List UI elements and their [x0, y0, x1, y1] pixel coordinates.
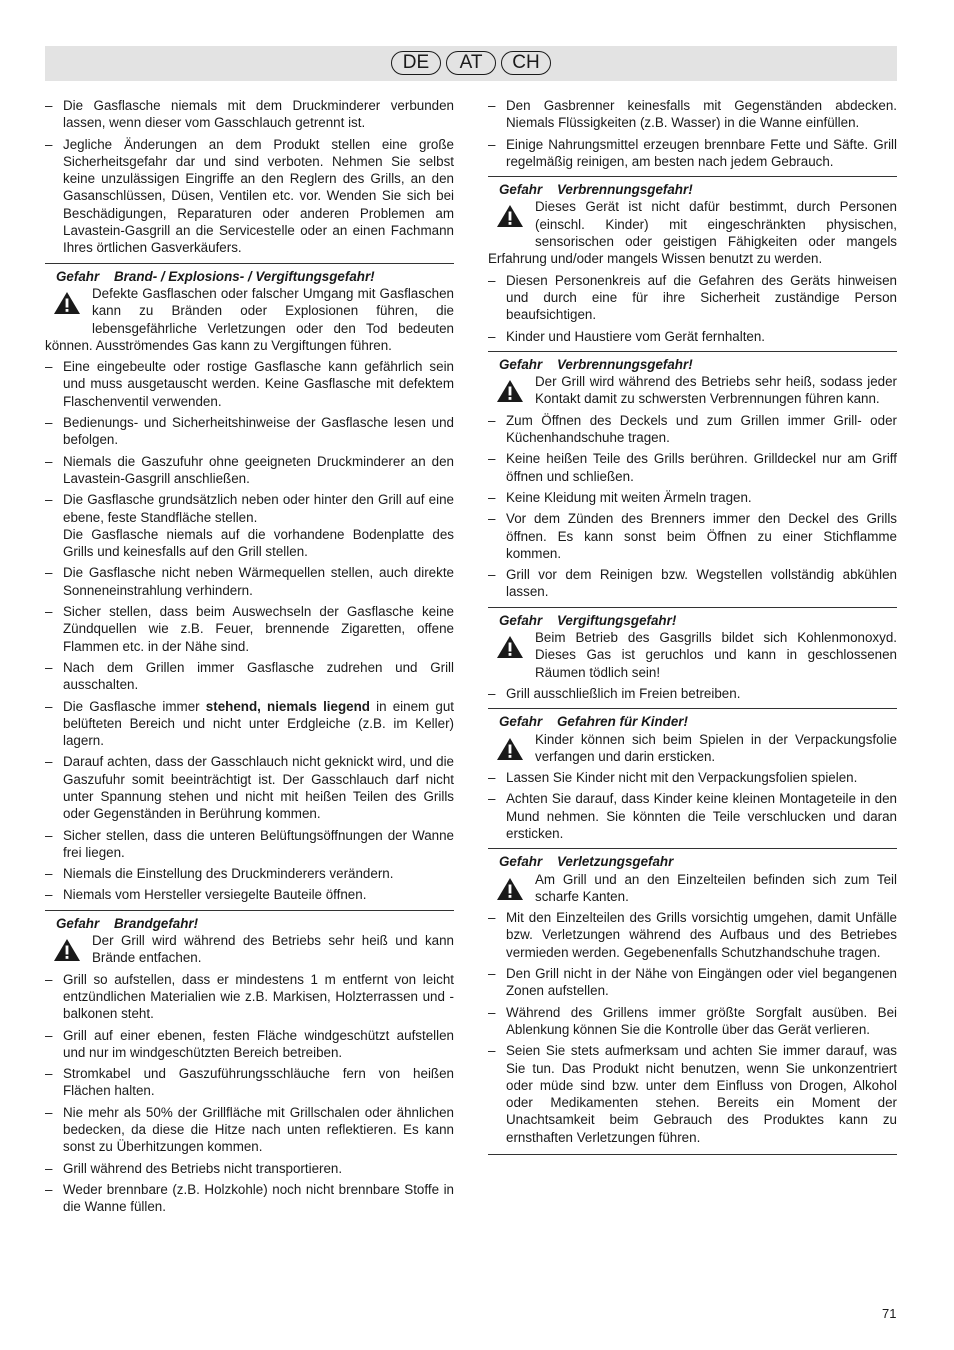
list-item: – Grill ausschließlich im Freien betreiben. — [488, 685, 741, 701]
warning-triangle-icon — [488, 871, 532, 907]
warning-triangle-icon — [488, 198, 532, 234]
warning-triangle-icon — [488, 373, 532, 409]
list-item: – Nie mehr als 50% der Grillfläche mit Grillschalen oder ähnlichen bedecken, da diese die Hitze nach unten reflektieren. Es kann sonst zu Überhitzungen kommen. — [45, 1104, 454, 1155]
warning-block-injury: Gefahr Verletzungsgefahr Am Grill und an den Einzelteilen befinden sich zum Teil scharfe Kanten. — [488, 848, 897, 905]
list-item: – Kinder und Haustiere vom Gerät fernhalten. — [488, 328, 766, 344]
list-item: – Bedienungs- und Sicherheitshinweise der Gasflasche lesen und befolgen. — [45, 415, 454, 448]
warning-block-burn-heat: Gefahr Verbrennungsgefahr! Der Grill wird während des Betriebs sehr heiß, sodass jeder Kontakt damit zu schwersten Verbrennungen führen kann. — [488, 351, 897, 408]
list-item: – Diesen Personenkreis auf die Gefahren des Geräts hinweisen und durch eine für ihre Sicherheit zuständige Person beaufsichtigen. — [488, 272, 897, 323]
list-item: – Die Gasflasche grundsätzlich neben oder hinter den Grill auf eine ebene, feste Standfläche stellen. — [45, 492, 454, 525]
list-item: – Den Grill nicht in der Nähe von Eingängen oder viel begangenen Zonen aufstellen. — [488, 966, 897, 999]
warning-block-explosion: Gefahr Brand- / Explosions- / Vergiftungsgefahr! Defekte Gasflaschen oder falscher Umgang mit Gasflaschen kann zu Bränden oder Explosionen führen, die lebensgefährliche Verletzungen oder den Tod bedeuten können. Ausströmendes Gas kann zu Vergiftungen führen. — [45, 263, 454, 354]
list-item: – Seien Sie stets aufmerksam und achten Sie immer darauf, was Sie tun. Das Produkt nicht benutzen, wenn Sie unkonzentriert oder müde sind bzw. unter dem Einfluss von Drogen, Alkohol oder Medikamenten stehen. Bereits ein Moment der Unachtsamkeit beim Gebrauch des Produktes kann zu ernsthaften Verletzungen führen. — [488, 1043, 897, 1145]
warning-block-children: Gefahr Gefahren für Kinder! Kinder können sich beim Spielen in der Verpackungsfolie verfangen und darin ersticken. — [488, 708, 897, 765]
list-item: – Achten Sie darauf, dass Kinder keine kleinen Montageteile in den Mund nehmen. Sie könnten die Teile verschlucken und daran ersticken. — [488, 791, 897, 841]
list-item: – Niemals die Gaszufuhr ohne geeigneten Druckminderer an den Lavastein-Gasgrill anschließen. — [45, 453, 454, 486]
list-item: – Weder brennbare (z.B. Holzkohle) noch nicht brennbare Stoffe in die Wanne füllen. — [45, 1181, 454, 1215]
warning-block-fire: Gefahr Brandgefahr! Der Grill wird während des Betriebs sehr heiß und kann Brände entfachen. — [45, 910, 454, 967]
warning-heading: Gefahr Brand- / Explosions- / Vergiftungsgefahr! — [56, 268, 375, 284]
warning-heading: Gefahr Vergiftungsgefahr! — [499, 612, 677, 628]
list-item: – Den Gasbrenner keinesfalls mit Gegenständen abdecken. Niemals Flüssigkeiten (z.B. Wasser) in die Wanne einfüllen. — [488, 98, 897, 131]
list-item: – Sicher stellen, dass beim Auswechseln der Gasflasche keine Zündquellen wie z.B. Feuer, brennende Zigaretten, offene Flammen etc. in der Nähe sind. — [45, 604, 454, 654]
warning-heading: Gefahr Verletzungsgefahr — [499, 854, 674, 870]
warning-triangle-icon — [488, 629, 532, 665]
list-item: – Die Gasflasche niemals mit dem Druckminderer verbunden lassen, wenn dieser vom Gasschlauch getrennt ist. — [45, 98, 454, 131]
list-item: – Niemals die Einstellung des Druckminderers verändern. — [45, 866, 394, 882]
list-item: – Keine heißen Teile des Grills berühren. Grilldeckel nur am Griff öffnen und schließen. — [488, 451, 897, 484]
warning-heading: Gefahr Verbrennungsgefahr! — [499, 182, 693, 198]
left-column — [45, 97, 454, 1220]
list-item: – Zum Öffnen des Deckels und zum Grillen immer Grill- oder Küchenhandschuhe tragen. — [488, 412, 897, 446]
list-item: – Grill vor dem Reinigen bzw. Wegstellen vollständig abkühlen lassen. — [488, 567, 897, 600]
language-badge-at: AT — [446, 51, 496, 75]
right-column — [488, 97, 897, 1155]
list-item: – Sicher stellen, dass die unteren Belüftungsöffnungen der Wanne frei liegen. — [45, 827, 454, 860]
warning-heading: Gefahr Gefahren für Kinder! — [499, 714, 688, 730]
list-item: – Die Gasflasche immer stehend, niemals liegend in einem gut belüfteten Bereich und nicht unter Erdgleiche (z.B. im Keller) lagern. — [45, 698, 454, 749]
language-header-bar — [45, 46, 897, 81]
list-item: – Grill während des Betriebs nicht transportieren. — [45, 1160, 343, 1176]
section-divider — [488, 1154, 897, 1155]
list-item: – Stromkabel und Gaszuführungsschläuche fern von heißen Flächen halten. — [45, 1066, 454, 1099]
list-item: – Jegliche Änderungen an dem Produkt stellen eine große Sicherheitsgefahr dar und sind verboten. Nehmen Sie selbst keine unzulässigen Eingriffe an den Reglern des Grills, an den Gasanschlüssen, Düsen, Ventilen etc. vor. Wenden Sie sich bei Beschädigungen, Reparaturen oder anderen Problemen am Lavastein-Gasgrill an die Servicestelle oder an einen Fachmann Ihres örtlichen Gasverkäufers. — [45, 136, 454, 256]
warning-heading: Gefahr Verbrennungsgefahr! — [499, 356, 693, 372]
list-item: – Eine eingebeulte oder rostige Gasflasche kann gefährlich sein und muss ausgetauscht werden. Keine Gasflasche mit defektem Flaschenventil verwenden. — [45, 359, 454, 409]
list-item: – Grill so aufstellen, dass er mindestens 1 m entfernt von leicht entzündlichen Materialien wie z.B. Markisen, Holzterrassen und -balkonen steht. — [45, 971, 454, 1022]
list-item: – Lassen Sie Kinder nicht mit den Verpackungsfolien spielen. — [488, 770, 858, 786]
warning-block-poison: Gefahr Vergiftungsgefahr! Beim Betrieb des Gasgrills bildet sich Kohlenmonoxyd. Dieses Gas ist geruchlos und kann in geschlossenen Räumen tödlich sein! — [488, 607, 897, 681]
list-item: – Grill auf einer ebenen, festen Fläche windgeschützt aufstellen und nur im windgeschützten Bereich betreiben. — [45, 1027, 454, 1060]
list-item: – Vor dem Zünden des Brenners immer den Deckel des Grills öffnen. Es kann sonst beim Öffnen zu einer Stichflamme kommen. — [488, 511, 897, 561]
warning-triangle-icon — [488, 731, 532, 767]
warning-triangle-icon — [45, 932, 89, 968]
list-item: – Einige Nahrungsmittel erzeugen brennbare Fette und Säfte. Grill regelmäßig reinigen, am besten nach jedem Gebrauch. — [488, 136, 897, 169]
list-item: – Mit den Einzelteilen des Grills vorsichtig umgehen, damit Unfälle bzw. Verletzungen während des Aufbaus und des Betriebes vermieden werden. Gegebenenfalls Schutzhandschuhe tragen. — [488, 910, 897, 960]
list-item: – Während des Grillens immer größte Sorgfalt ausüben. Bei Ablenkung können Sie die Kontrolle über das Gerät verlieren. — [488, 1004, 897, 1037]
list-item: – Nach dem Grillen immer Gasflasche zudrehen und Grill ausschalten. — [45, 659, 454, 693]
list-item: – Niemals vom Hersteller versiegelte Bauteile öffnen. — [45, 887, 367, 903]
language-badge-de: DE — [391, 51, 441, 75]
warning-heading: Gefahr Brandgefahr! — [56, 915, 199, 931]
list-item: – Darauf achten, dass der Gasschlauch nicht geknickt wird, und die Gaszufuhr somit beeinträchtigt ist. Der Gasschlauch darf nicht unter Spannung stehen und nicht mit heißen Teilen des Grills oder Gegenständen in Berührung kommen. — [45, 754, 454, 822]
list-item-note: Die Gasflasche niemals auf die vorhandene Bodenplatte des Grills und keinesfalls auf den Grill stellen. — [63, 526, 454, 560]
warning-triangle-icon — [45, 285, 89, 321]
list-item: – Keine Kleidung mit weiten Ärmeln tragen. — [488, 489, 752, 505]
page-number: 71 — [882, 1306, 897, 1321]
warning-block-burn-persons: Gefahr Verbrennungsgefahr! Dieses Gerät ist nicht dafür bestimmt, durch Personen (einschl. Kinder) mit eingeschränkten physischen, sensorischen oder geistigen Fähigkeiten oder mangels Erfahrung und/oder mangels Wissen benutzt zu werden. — [488, 176, 897, 267]
language-badges — [45, 51, 897, 75]
language-badge-ch: CH — [501, 51, 551, 75]
list-item: – Die Gasflasche nicht neben Wärmequellen stellen, auch direkte Sonneneinstrahlung verhindern. — [45, 565, 454, 598]
